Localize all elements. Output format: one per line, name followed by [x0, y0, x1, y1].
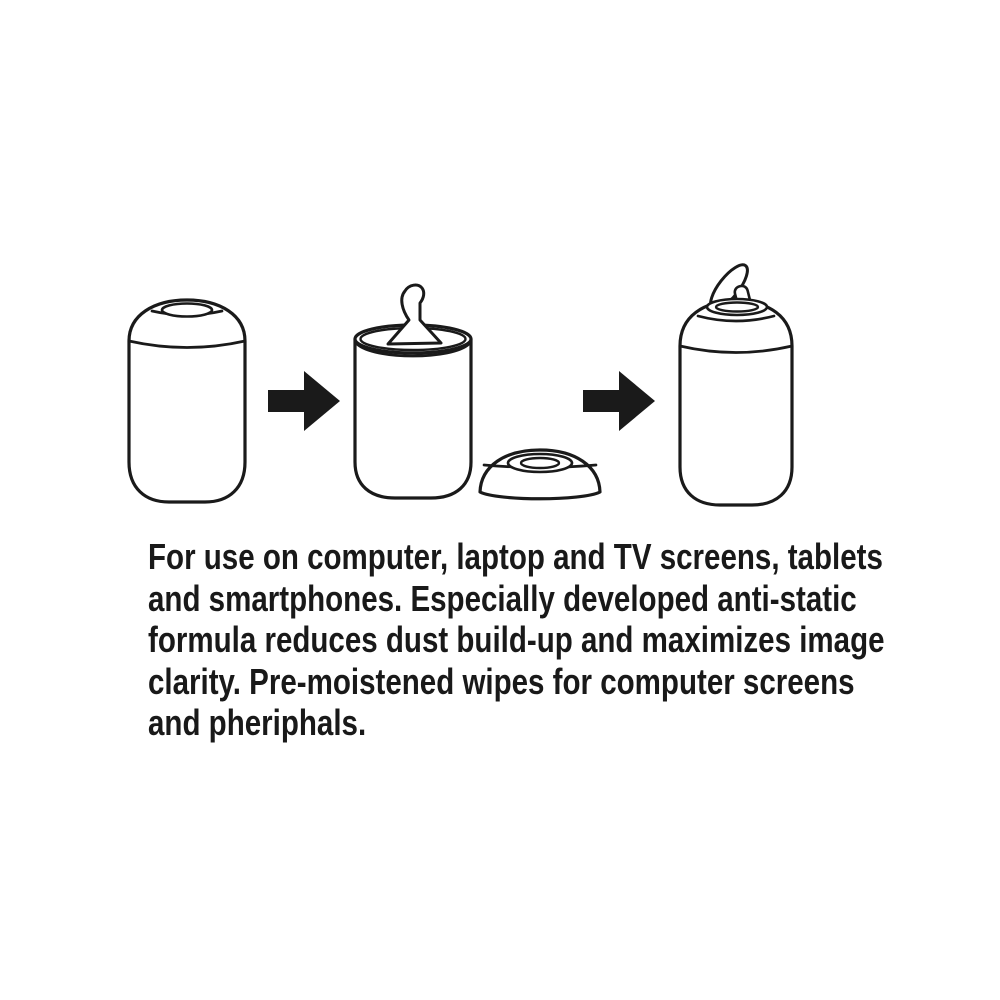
wipe-sheet-icon	[388, 285, 441, 344]
description-line: formula reduces dust build-up and maximizes image	[148, 619, 885, 660]
description-line: and smartphones. Especially developed anti-static	[148, 577, 857, 619]
product-description	[148, 536, 911, 744]
arrow-right-icon	[268, 368, 342, 434]
wipes-canister-flip-cap-open-icon	[676, 262, 798, 510]
description-line: For use on computer, laptop and TV screens, tablets	[148, 536, 883, 577]
arrow-right-icon	[583, 368, 657, 434]
description-line: and pheriphals.	[148, 702, 367, 743]
description-line: clarity. Pre-moistened wipes for computer screens	[148, 660, 855, 702]
wipes-canister-closed-icon	[126, 294, 248, 508]
wipes-canister-open-lid-removed-icon	[350, 282, 606, 510]
